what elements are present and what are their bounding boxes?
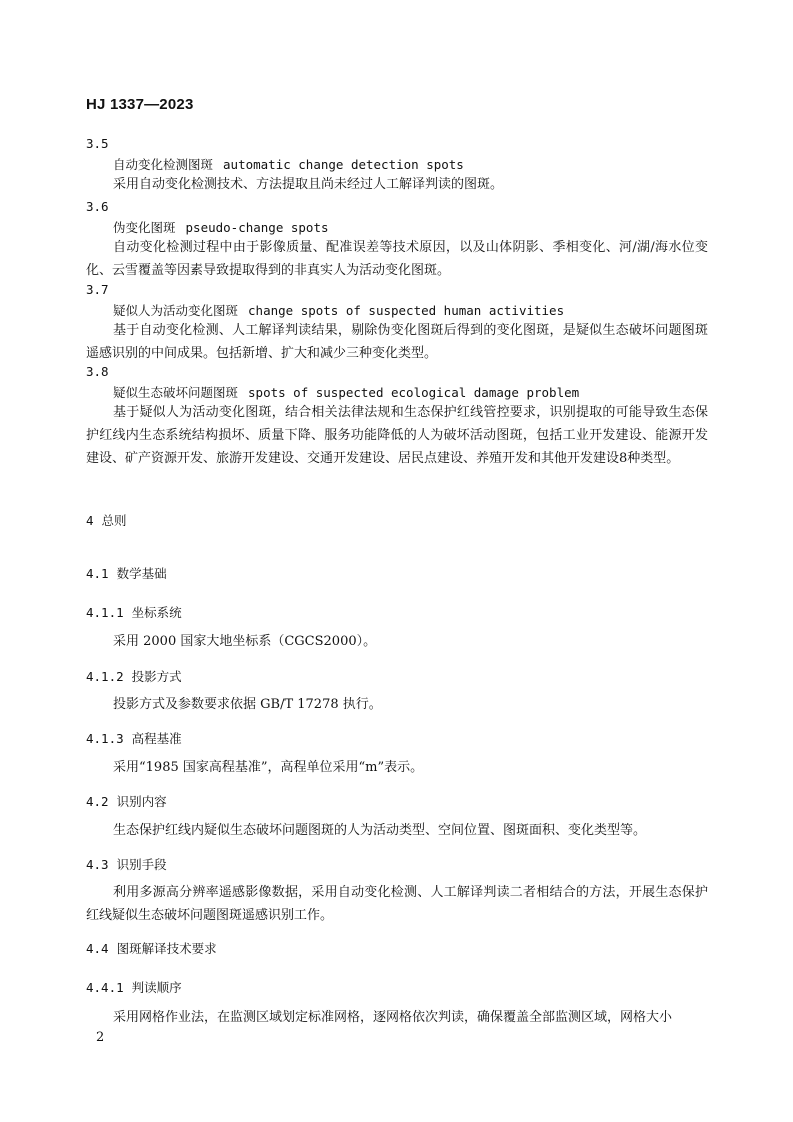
section-heading-4-1-3 xyxy=(86,729,182,747)
section-number: 4 xyxy=(86,513,94,528)
paragraph: 利用多源高分辨率遥感影像数据，采用自动变化检测、人工解译判读二者相结合的方法，开展生态保护红线疑似生态破坏问题图斑遥感识别工作。 xyxy=(86,885,708,923)
section-title: 判读顺序 xyxy=(131,980,182,995)
term-title xyxy=(113,218,329,236)
term-title xyxy=(113,155,464,173)
term-definition: 基于自动变化检测、人工解译判读结果，剔除伪变化图斑后得到的变化图斑，是疑似生态破坏问题图斑遥感识别的中间成果。包括新增、扩大和减少三种变化类型。 xyxy=(86,323,708,361)
section-title: 图斑解译技术要求 xyxy=(116,941,217,956)
section-number: 4.1.3 xyxy=(86,731,124,746)
term-definition: 基于疑似人为活动变化图斑，结合相关法律法规和生态保护红线管控要求，识别提取的可能导致生态保护红线内生态系统结构损坏、质量下降、服务功能降低的人为破坏活动图斑，包括工业开发建设、能源开发建设、矿产资源开发、旅游开发建设、交通开发建设、居民点建设、养殖开发和其他开发建设8种类型。 xyxy=(86,405,708,466)
section-title: 投影方式 xyxy=(131,669,182,684)
section-number: 4.3 xyxy=(86,857,109,872)
section-number: 4.1.2 xyxy=(86,669,124,684)
section-title: 坐标系统 xyxy=(131,605,182,620)
section-title: 高程基准 xyxy=(131,731,182,746)
term-en: change spots of suspected human activities xyxy=(248,303,565,318)
page-number: 2 xyxy=(96,1030,105,1045)
section-heading-4-1 xyxy=(86,564,167,582)
term-en: automatic change detection spots xyxy=(223,157,464,172)
section-number: 4.2 xyxy=(86,794,109,809)
section-number: 4.4.1 xyxy=(86,980,124,995)
section-heading-4-4 xyxy=(86,939,217,957)
section-heading-4-2 xyxy=(86,792,167,810)
paragraph: 生态保护红线内疑似生态破坏问题图斑的人为活动类型、空间位置、图斑面积、变化类型等。 xyxy=(113,823,647,838)
term-number: 3.6 xyxy=(86,199,109,214)
section-title: 数学基础 xyxy=(116,566,167,581)
paragraph: 投影方式及参数要求依据 GB/T 17278 执行。 xyxy=(113,697,382,712)
section-number: 4.4 xyxy=(86,941,109,956)
paragraph: 采用网格作业法，在监测区域划定标准网格，逐网格依次判读，确保覆盖全部监测区域，网格大小 xyxy=(113,1010,673,1025)
section-heading-4 xyxy=(86,511,127,529)
term-number: 3.8 xyxy=(86,364,109,379)
term-title xyxy=(113,383,579,401)
term-en: pseudo-change spots xyxy=(185,220,329,235)
term-definition: 采用自动变化检测技术、方法提取且尚未经过人工解译判读的图斑。 xyxy=(113,177,504,192)
standard-number: HJ 1337—2023 xyxy=(86,96,194,113)
section-title: 识别手段 xyxy=(116,857,167,872)
section-heading-4-4-1 xyxy=(86,978,182,996)
term-zh: 疑似生态破坏问题图斑 xyxy=(113,385,239,400)
term-zh: 自动变化检测图斑 xyxy=(113,157,214,172)
section-heading-4-3 xyxy=(86,855,167,873)
term-zh: 疑似人为活动变化图斑 xyxy=(113,303,239,318)
section-title: 识别内容 xyxy=(116,794,167,809)
term-number: 3.7 xyxy=(86,282,109,297)
section-heading-4-1-2 xyxy=(86,667,182,685)
section-heading-4-1-1 xyxy=(86,603,182,621)
paragraph: 采用“1985 国家高程基准”，高程单位采用“m”表示。 xyxy=(113,760,424,775)
term-title xyxy=(113,301,564,319)
term-zh: 伪变化图斑 xyxy=(113,220,176,235)
section-number: 4.1.1 xyxy=(86,605,124,620)
term-en: spots of suspected ecological damage problem xyxy=(248,385,580,400)
term-definition: 自动变化检测过程中由于影像质量、配准误差等技术原因，以及山体阴影、季相变化、河/湖/海水位变化、云雪覆盖等因素导致提取得到的非真实人为活动变化图斑。 xyxy=(86,240,708,278)
section-number: 4.1 xyxy=(86,566,109,581)
term-number: 3.5 xyxy=(86,136,109,151)
section-title: 总则 xyxy=(101,513,127,528)
paragraph: 采用 2000 国家大地坐标系（CGCS2000）。 xyxy=(113,634,377,649)
